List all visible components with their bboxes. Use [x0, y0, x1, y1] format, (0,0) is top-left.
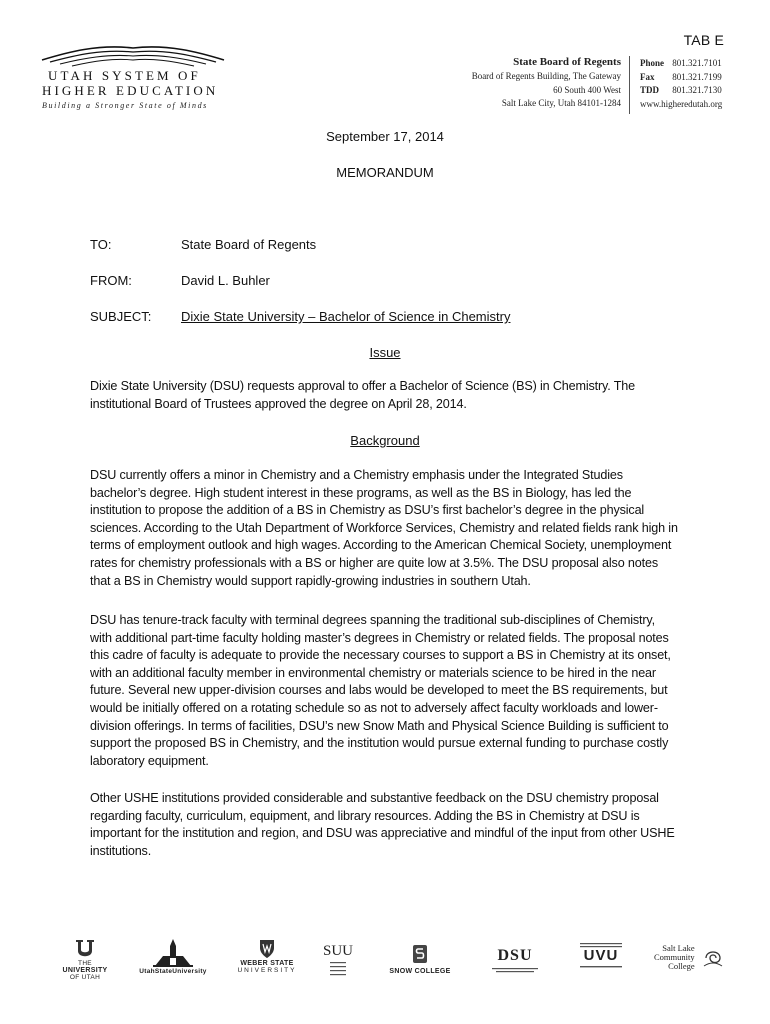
memo-title: MEMORANDUM	[336, 165, 434, 180]
background-paragraph-1: DSU currently offers a minor in Chemistry and a Chemistry emphasis under the Integrated Studies bachelor’s degree. High student interest in these programs, as well as the BS in Biology, has led the institution to propose the addition of a BS in Chemistry as DSU’s first bachelor’s degree in the physical sciences. According to the Utah Department of Workforce Services, Chemistry and related fields rank high in terms of employment outlook and high wages. According to the American Chemical Society, unemployment rates for chemistry professionals with a BS or higher are quite low at 3.5%. The DSU proposal also notes that a BS in Chemistry would support rapidly-growing industries in southern Utah.	[90, 468, 678, 588]
tdd-label: TDD	[640, 85, 660, 95]
institution-logos	[50, 938, 740, 988]
snow-s-badge-icon	[412, 944, 428, 964]
from-value: David L. Buhler	[181, 273, 270, 288]
dsu-subtitle-lines	[490, 966, 540, 974]
issue-paragraph: Dixie State University (DSU) requests approval to offer a Bachelor of Science (BS) in Chemistry. The institutional Board of Trustees approved the degree on April 28, 2014.	[90, 379, 635, 411]
slcc-swirl-icon	[702, 946, 724, 970]
address-line1: Board of Regents Building, The Gateway	[471, 71, 621, 81]
slcc-line2: Community	[654, 952, 695, 962]
university-of-utah-logo	[50, 938, 120, 986]
tdd-number: 801.321.7130	[672, 85, 722, 95]
org-name: State Board of Regents	[513, 56, 621, 68]
memo-date: September 17, 2014	[326, 129, 444, 144]
suu-name: SUU	[322, 943, 353, 959]
slcc-logo	[646, 938, 726, 986]
letterhead-divider	[629, 56, 630, 114]
uvu-logo	[572, 938, 630, 986]
u-block-icon	[73, 938, 97, 960]
slcc-line1: Salt Lake	[662, 943, 695, 953]
phone-number: 801.321.7101	[672, 58, 722, 68]
shield-icon	[258, 938, 276, 960]
weber-line2: UNIVERSITY	[237, 967, 297, 974]
phone-label: Phone	[640, 58, 665, 68]
uofu-line3: OF UTAH	[69, 974, 101, 981]
background-paragraph-2: DSU has tenure-track faculty with terminal degrees spanning the traditional sub-disciplines of Chemistry, with additional part-time faculty holding master’s degrees in Chemistry or related fields. The proposal notes this cadre of faculty is adequate to provide the necessary courses to support a BS in Chemistry at its onset, with an additional faculty member in environmental chemistry or materials science to be hired in the near future. Several new upper-division courses and labs would be developed to meet the BS requirements, but would be initially offered on a rotating schedule so as not to adversely affect faculty workloads and lower-division offerings. In terms of facilities, DSU’s new Snow Math and Physical Science Building is sufficient to support the proposed BS in Chemistry, and the institution would pursue external funding to purchase costly laboratory equipment.	[90, 613, 671, 768]
snow-college-logo	[382, 938, 458, 986]
suu-logo	[318, 938, 358, 986]
contact-block	[640, 57, 722, 111]
website: www.higheredutah.org	[640, 98, 723, 109]
logo-line1: UTAH SYSTEM OF	[48, 68, 201, 83]
old-main-tower-icon	[151, 938, 195, 968]
slcc-line3: College	[668, 961, 695, 971]
ushe-logo	[38, 38, 228, 118]
background-heading: Background	[350, 433, 420, 448]
address-line3: Salt Lake City, Utah 84101-1284	[501, 98, 621, 108]
uvu-bottom-lines	[578, 964, 624, 970]
logo-line2: HIGHER EDUCATION	[42, 83, 219, 98]
fax-number: 801.321.7199	[672, 71, 722, 82]
subject-value: Dixie State University – Bachelor of Science in Chemistry	[181, 309, 511, 324]
to-label: TO:	[90, 237, 112, 252]
fax-label: Fax	[640, 71, 655, 82]
issue-heading: Issue	[369, 345, 401, 360]
dixie-state-logo	[480, 938, 550, 986]
snow-name: SNOW COLLEGE	[389, 968, 451, 975]
address-block	[472, 55, 621, 111]
suu-text-lines	[326, 960, 350, 978]
uofu-line2: UNIVERSITY	[62, 967, 108, 974]
from-label: FROM:	[90, 273, 132, 288]
weber-state-logo	[232, 938, 302, 986]
uvu-name: UVU	[583, 947, 619, 964]
dsu-name: DSU	[497, 947, 533, 964]
subject-label: SUBJECT:	[90, 309, 152, 324]
to-value: State Board of Regents	[181, 237, 317, 252]
weber-line1: WEBER STATE	[240, 960, 294, 967]
uofu-line1: THE	[78, 960, 92, 967]
logo-tagline: Building a Stronger State of Minds	[42, 101, 208, 110]
wings-icon	[38, 38, 228, 68]
address-line2: 60 South 400 West	[553, 84, 621, 95]
background-paragraph-3: Other USHE institutions provided considerable and substantive feedback on the DSU chemistry proposal regarding faculty, curriculum, equipment, and library resources. Adding the BS in Chemistry at DSU is important for the institution and region, and DSU was appreciative and mindful of the input from other USHE institutions.	[90, 791, 675, 858]
tab-label: TAB E	[683, 32, 724, 48]
usu-name: UtahStateUniversity	[139, 968, 207, 975]
utah-state-logo	[138, 938, 208, 986]
